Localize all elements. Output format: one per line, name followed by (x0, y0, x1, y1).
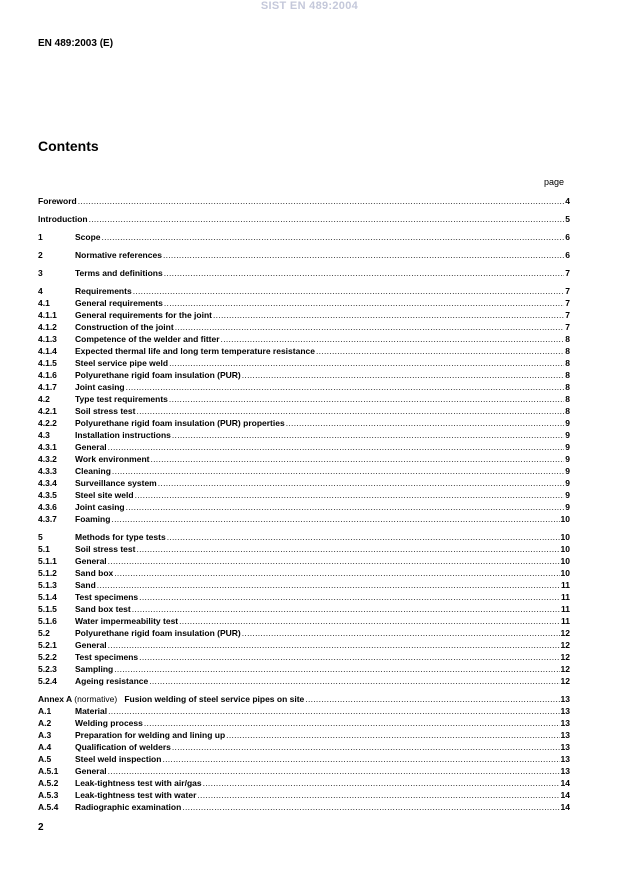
toc-entry-title: Welding process (75, 718, 143, 728)
toc-leader-dots (131, 603, 560, 615)
toc-entry[interactable] (38, 309, 570, 321)
toc-entry-title: Qualification of welders (75, 742, 171, 752)
toc-entry[interactable] (38, 393, 570, 405)
toc-entry-title: Competence of the welder and fitter (75, 334, 220, 344)
toc-entry[interactable] (38, 789, 570, 801)
toc-leader-dots (163, 297, 564, 309)
toc-entry-title: Sampling (75, 664, 114, 674)
toc-entry-title: Polyurethane rigid foam insulation (PUR) (75, 370, 241, 380)
toc-leader-dots (135, 543, 559, 555)
toc-entry-number: 4 (38, 286, 43, 296)
toc-entry-title: Steel service pipe weld (75, 358, 169, 368)
toc-entry-number: 5.1.3 (38, 580, 57, 590)
toc-entry-number: A.5 (38, 754, 52, 764)
toc-entry[interactable] (38, 429, 570, 441)
toc-entry-number: 4.1.5 (38, 358, 57, 368)
toc-entry[interactable] (38, 567, 570, 579)
toc-entry-number: 5.2 (38, 628, 50, 638)
toc-entry-page: 10 (560, 556, 570, 566)
toc-entry[interactable] (38, 591, 570, 603)
toc-leader-dots (107, 555, 560, 567)
toc-entry-page: 13 (560, 706, 570, 716)
toc-entry-number: 4.3.4 (38, 478, 57, 488)
toc-leader-dots (110, 513, 559, 525)
toc-entry-page: 6 (565, 232, 570, 242)
toc-entry-title: Foaming (75, 514, 111, 524)
toc-entry-page: 14 (560, 778, 570, 788)
toc-entry-title: General (75, 556, 107, 566)
toc-entry-page: 8 (565, 370, 570, 380)
toc-entry[interactable] (38, 477, 570, 489)
toc-entry-title: Type test requirements (75, 394, 168, 404)
toc-entry-page: 11 (561, 592, 570, 602)
toc-entry-number: 4.1.1 (38, 310, 57, 320)
toc-leader-dots (168, 393, 564, 405)
toc-entry[interactable] (38, 693, 570, 705)
toc-leader-dots (225, 729, 559, 741)
toc-entry-number: 4.3.2 (38, 454, 57, 464)
toc-entry-title: Surveillance system (75, 478, 157, 488)
toc-leader-dots (107, 639, 560, 651)
toc-entry-page: 9 (565, 442, 570, 452)
toc-leader-dots (113, 663, 559, 675)
toc-leader-dots (111, 465, 564, 477)
toc-entry[interactable] (38, 753, 570, 765)
toc-entry-title: Soil stress test (75, 406, 136, 416)
toc-entry[interactable] (38, 345, 570, 357)
toc-leader-dots (241, 369, 565, 381)
toc-entry-title: Polyurethane rigid foam insulation (PUR) properties (75, 418, 285, 428)
toc-entry-title: Foreword (38, 196, 77, 206)
toc-leader-dots (285, 417, 565, 429)
toc-entry[interactable] (38, 213, 570, 225)
toc-entry-page: 13 (560, 730, 570, 740)
toc-entry-page: 8 (565, 382, 570, 392)
toc-entry[interactable] (38, 357, 570, 369)
toc-entry-title: Material (75, 706, 108, 716)
toc-leader-dots (163, 267, 565, 279)
toc-leader-dots (315, 345, 564, 357)
toc-entry-page: 5 (565, 214, 570, 224)
toc-leader-dots (241, 627, 560, 639)
toc-entry-title: Terms and definitions (75, 268, 163, 278)
toc-entry-page: 10 (560, 532, 570, 542)
toc-entry-page: 9 (565, 418, 570, 428)
toc-entry-title: Sand (75, 580, 96, 590)
toc-entry-number: 5.2.4 (38, 676, 57, 686)
toc-leader-dots (212, 309, 564, 321)
toc-leader-dots (143, 717, 560, 729)
toc-entry[interactable] (38, 285, 570, 297)
toc-entry[interactable] (38, 777, 570, 789)
toc-leader-dots (101, 231, 565, 243)
toc-leader-dots (220, 333, 565, 345)
toc-entry-title: Work environment (75, 454, 150, 464)
toc-entry[interactable] (38, 417, 570, 429)
toc-entry-page: 9 (565, 478, 570, 488)
toc-entry-page: 9 (565, 454, 570, 464)
toc-leader-dots (196, 789, 559, 801)
toc-entry-number: 4.1.3 (38, 334, 57, 344)
toc-entry-title (38, 693, 304, 705)
toc-entry[interactable] (38, 555, 570, 567)
toc-entry-number: 4.1 (38, 298, 50, 308)
toc-entry[interactable] (38, 369, 570, 381)
toc-entry-number: 4.3.1 (38, 442, 57, 452)
toc-entry[interactable] (38, 765, 570, 777)
toc-entry[interactable] (38, 603, 570, 615)
toc-entry-number: 5.1.2 (38, 568, 57, 578)
toc-entry[interactable] (38, 489, 570, 501)
toc-entry-title: Ageing resistance (75, 676, 149, 686)
toc-leader-dots (149, 453, 564, 465)
toc-entry-page: 13 (560, 766, 570, 776)
toc-leader-dots (77, 195, 565, 207)
toc-entry-number: 4.2.1 (38, 406, 57, 416)
toc-entry-title: Soil stress test (75, 544, 136, 554)
toc-entry-title: Polyurethane rigid foam insulation (PUR) (75, 628, 241, 638)
toc-entry-title: Methods for type tests (75, 532, 166, 542)
toc-entry[interactable] (38, 513, 570, 525)
toc-entry-title: Test specimens (75, 592, 139, 602)
toc-entry-page: 12 (560, 640, 570, 650)
toc-entry[interactable] (38, 231, 570, 243)
toc-leader-dots (132, 285, 565, 297)
toc-entry[interactable] (38, 729, 570, 741)
toc-entry[interactable] (38, 663, 570, 675)
toc-leader-dots (202, 777, 560, 789)
toc-entry[interactable] (38, 675, 570, 687)
toc-entry-page: 13 (560, 742, 570, 752)
footer-page-number: 2 (38, 822, 44, 833)
toc-leader-dots (304, 693, 559, 705)
annex-title: Fusion welding of steel service pipes on site (124, 694, 305, 704)
toc-leader-dots (171, 429, 564, 441)
toc-entry-number: 5.2.1 (38, 640, 57, 650)
toc-entry-number: A.4 (38, 742, 52, 752)
toc-entry-title: Radiographic examination (75, 802, 182, 812)
toc-leader-dots (107, 765, 560, 777)
toc-entry-page: 13 (560, 718, 570, 728)
toc-entry-page: 8 (565, 394, 570, 404)
toc-entry[interactable] (38, 717, 570, 729)
toc-entry-number: 4.3 (38, 430, 50, 440)
toc-entry-number: 4.1.2 (38, 322, 57, 332)
toc-entry-title: Construction of the joint (75, 322, 174, 332)
toc-leader-dots (134, 489, 565, 501)
toc-entry-number: 4.3.6 (38, 502, 57, 512)
toc-entry-title: Joint casing (75, 502, 125, 512)
toc-entry[interactable] (38, 615, 570, 627)
toc-leader-dots (157, 477, 565, 489)
toc-entry-number: A.1 (38, 706, 52, 716)
toc-entry-page: 10 (560, 544, 570, 554)
toc-leader-dots (161, 753, 559, 765)
toc-entry[interactable] (38, 249, 570, 261)
toc-entry-page: 7 (565, 268, 570, 278)
toc-entry-number: A.5.4 (38, 802, 59, 812)
toc-entry-title: Steel site weld (75, 490, 134, 500)
toc-entry-page: 10 (560, 568, 570, 578)
toc-leader-dots (125, 381, 565, 393)
toc-entry-page: 7 (565, 310, 570, 320)
document-id: EN 489:2003 (E) (38, 38, 114, 49)
toc-leader-dots (174, 321, 565, 333)
toc-entry-title: Sand box test (75, 604, 131, 614)
toc-entry-number: 5 (38, 532, 43, 542)
toc-entry-number: 2 (38, 250, 43, 260)
toc-leader-dots (107, 441, 565, 453)
toc-entry-page: 11 (561, 616, 570, 626)
toc-entry-page: 11 (561, 580, 570, 590)
toc-leader-dots (88, 213, 565, 225)
toc-leader-dots (168, 357, 564, 369)
toc-entry-page: 10 (560, 514, 570, 524)
toc-leader-dots (162, 249, 564, 261)
toc-entry[interactable] (38, 639, 570, 651)
toc-entry[interactable] (38, 801, 570, 813)
toc-entry-number: 5.1.5 (38, 604, 57, 614)
toc-leader-dots (138, 591, 560, 603)
toc-entry-number: 5.1.1 (38, 556, 57, 566)
toc-entry-title: Test specimens (75, 652, 139, 662)
toc-entry-title: Steel weld inspection (75, 754, 162, 764)
toc-leader-dots (96, 579, 560, 591)
toc-entry-number: A.5.3 (38, 790, 59, 800)
toc-entry-title: General (75, 766, 107, 776)
toc-leader-dots (135, 405, 564, 417)
toc-entry-page: 12 (560, 664, 570, 674)
toc-entry-page: 6 (565, 250, 570, 260)
toc-entry-title: Cleaning (75, 466, 111, 476)
toc-leader-dots (113, 567, 559, 579)
toc-entry-number: 5.1.6 (38, 616, 57, 626)
watermark: SIST EN 489:2004 (260, 0, 359, 12)
toc-entry-title: Normative references (75, 250, 162, 260)
toc-entry[interactable] (38, 651, 570, 663)
toc-entry[interactable] (38, 579, 570, 591)
toc-entry[interactable] (38, 531, 570, 543)
toc-entry[interactable] (38, 381, 570, 393)
toc-entry[interactable] (38, 321, 570, 333)
toc-entry[interactable] (38, 501, 570, 513)
toc-entry-number: 4.3.7 (38, 514, 57, 524)
toc-leader-dots (138, 651, 559, 663)
toc-entry-title: Leak-tightness test with air/gas (75, 778, 202, 788)
toc-entry[interactable] (38, 297, 570, 309)
toc-entry-number: 4.1.7 (38, 382, 57, 392)
toc-entry-title: Installation instructions (75, 430, 171, 440)
toc-entry[interactable] (38, 333, 570, 345)
toc-entry[interactable] (38, 441, 570, 453)
toc-entry[interactable] (38, 267, 570, 279)
toc-entry[interactable] (38, 195, 570, 207)
toc-entry[interactable] (38, 627, 570, 639)
toc-entry-number: 4.3.3 (38, 466, 57, 476)
toc-entry-page: 7 (565, 286, 570, 296)
toc-entry-number: 5.1 (38, 544, 50, 554)
toc-entry-title: Requirements (75, 286, 132, 296)
toc-entry-page: 9 (565, 502, 570, 512)
toc-entry-title: Introduction (38, 214, 88, 224)
toc-entry-page: 13 (560, 694, 570, 704)
toc-entry-page: 8 (565, 346, 570, 356)
toc-entry-page: 9 (565, 430, 570, 440)
toc-entry-page: 8 (565, 406, 570, 416)
toc-entry-page: 9 (565, 466, 570, 476)
toc-leader-dots (107, 705, 559, 717)
toc-entry-number: 3 (38, 268, 43, 278)
toc-entry-number: A.2 (38, 718, 52, 728)
toc-entry-number: 1 (38, 232, 43, 242)
toc-entry-number: A.5.2 (38, 778, 59, 788)
toc-entry-number: 4.2 (38, 394, 50, 404)
contents-heading: Contents (38, 138, 99, 154)
toc-leader-dots (181, 801, 559, 813)
annex-label: Annex A (38, 694, 72, 704)
toc-entry-title: Scope (75, 232, 101, 242)
toc-entry-page: 14 (560, 790, 570, 800)
toc-entry-title: Joint casing (75, 382, 125, 392)
toc-entry-page: 9 (565, 490, 570, 500)
toc-entry-page: 7 (565, 298, 570, 308)
toc-entry-title: General (75, 442, 107, 452)
toc-entry-title: Expected thermal life and long term temperature resistance (75, 346, 315, 356)
toc-leader-dots (125, 501, 565, 513)
toc-entry-title: General requirements (75, 298, 163, 308)
annex-normative-label: (normative) (74, 694, 118, 704)
toc-entry-page: 11 (561, 604, 570, 614)
toc-entry-page: 12 (560, 676, 570, 686)
toc-entry-number: 4.2.2 (38, 418, 57, 428)
toc-entry-number: 5.1.4 (38, 592, 57, 602)
toc-entry-page: 14 (560, 802, 570, 812)
toc-entry-number: A.3 (38, 730, 52, 740)
toc-entry[interactable] (38, 705, 570, 717)
toc-entry-number: 5.2.2 (38, 652, 57, 662)
toc-entry-page: 7 (565, 322, 570, 332)
toc-entry-page: 4 (565, 196, 570, 206)
toc-entry-title: General requirements for the joint (75, 310, 212, 320)
toc-entry-number: 4.1.4 (38, 346, 57, 356)
toc-entry-page: 13 (560, 754, 570, 764)
toc-entry-page: 12 (560, 628, 570, 638)
toc-entry-title: Water impermeability test (75, 616, 179, 626)
toc-entry-page: 12 (560, 652, 570, 662)
table-of-contents (38, 195, 570, 813)
toc-entry[interactable] (38, 405, 570, 417)
toc-entry-number: A.5.1 (38, 766, 59, 776)
toc-entry-number: 4.3.5 (38, 490, 57, 500)
toc-entry[interactable] (38, 543, 570, 555)
toc-entry-page: 8 (565, 334, 570, 344)
toc-entry-page: 8 (565, 358, 570, 368)
toc-entry[interactable] (38, 465, 570, 477)
page-column-label: page (544, 177, 565, 187)
toc-leader-dots (171, 741, 560, 753)
toc-entry-title: Preparation for welding and lining up (75, 730, 226, 740)
toc-entry-title: General (75, 640, 107, 650)
toc-leader-dots (148, 675, 559, 687)
toc-entry-number: 4.1.6 (38, 370, 57, 380)
toc-entry-title: Leak-tightness test with water (75, 790, 197, 800)
toc-leader-dots (178, 615, 560, 627)
toc-leader-dots (166, 531, 560, 543)
toc-entry-title: Sand box (75, 568, 114, 578)
toc-entry[interactable] (38, 741, 570, 753)
toc-entry[interactable] (38, 453, 570, 465)
toc-entry-number: 5.2.3 (38, 664, 57, 674)
